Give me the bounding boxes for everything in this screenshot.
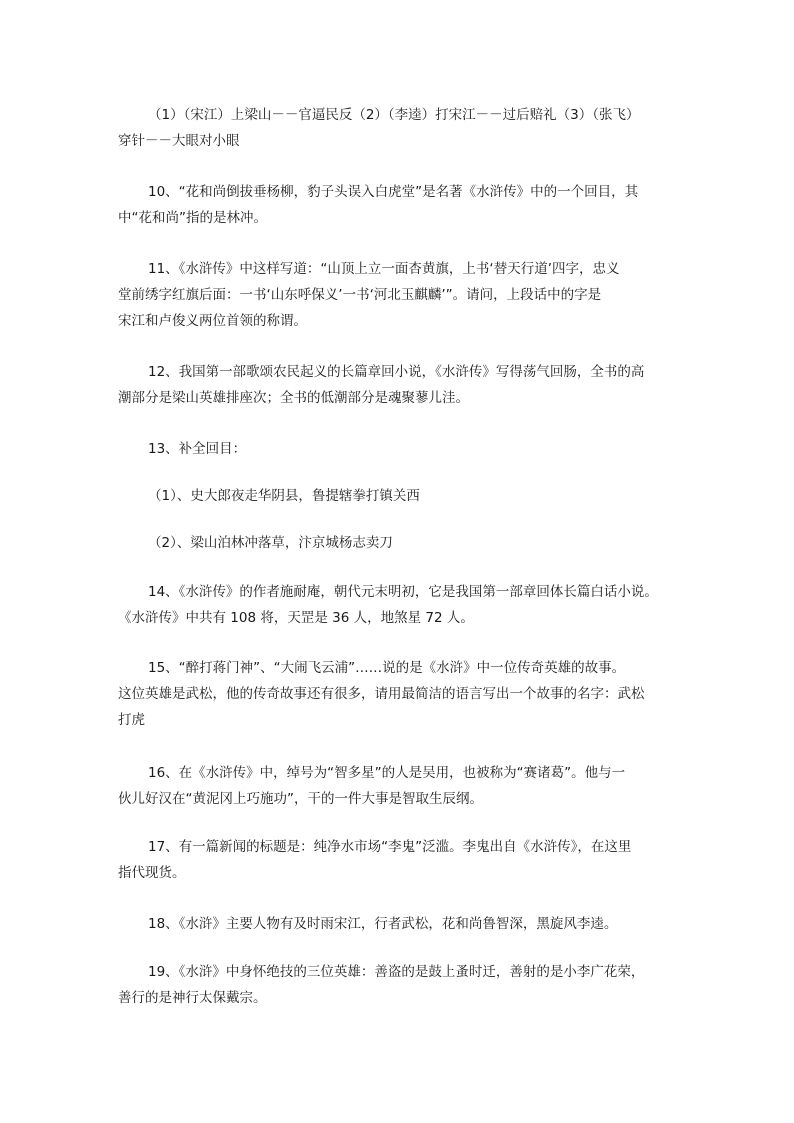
paragraph-line: 12、我国第一部歌颂农民起义的长篇章回小说，《水浒传》写得荡气回肠，全书的高: [148, 364, 645, 380]
paragraph-item-18: [118, 911, 678, 937]
paragraph-item-11: [118, 256, 678, 334]
paragraph-line: 善行的是神行太保戴宗。: [118, 990, 267, 1006]
paragraph-line: 16、在《水浒传》中，绰号为“智多星”的人是吴用，也被称为“赛诸葛”。他与一: [148, 765, 626, 781]
paragraph-line: 指代现货。: [118, 865, 186, 881]
paragraph-line: 15、“醉打蒋门神”、“大闹飞云浦”……说的是《水浒》中一位传奇英雄的故事。: [148, 660, 626, 676]
paragraph-item-17: [118, 834, 678, 886]
paragraph-line: 14、《水浒传》的作者施耐庵，朝代元末明初，它是我国第一部章回体长篇白话小说。: [148, 584, 658, 600]
paragraph-line: （2）、梁山泊林冲落草，汴京城杨志卖刀: [148, 535, 393, 551]
paragraph-line: （1）、史大郎夜走华阴县，鲁提辖拳打镇关西: [148, 488, 420, 504]
paragraph-line: 11、《水浒传》中这样写道：“山顶上立一面杏黄旗，上书‘替天行道’四字，忠义: [148, 261, 620, 277]
paragraph-line: 中“花和尚”指的是林冲。: [118, 210, 267, 226]
paragraph-item-9: [118, 102, 678, 154]
paragraph-item-13-1: [118, 483, 678, 509]
paragraph-line: 10、“花和尚倒拔垂杨柳，豹子头误入白虎堂”是名著《水浒传》中的一个回目，其: [148, 184, 639, 200]
paragraph-item-16: [118, 760, 678, 812]
paragraph-item-13: [118, 436, 678, 462]
paragraph-line: 17、有一篇新闻的标题是：纯净水市场“李鬼”泛滥。李鬼出自《水浒传》，在这里: [148, 839, 632, 855]
paragraph-item-13-2: [118, 530, 678, 556]
paragraph-item-10: [118, 179, 678, 231]
paragraph-line: 13、补全回目：: [148, 441, 247, 457]
paragraph-line: 18、《水浒》主要人物有及时雨宋江，行者武松，花和尚鲁智深，黑旋风李逵。: [148, 916, 618, 932]
paragraph-line: 堂前绣字红旗后面：一书‘山东呼保义’一书‘河北玉麒麟’”。请问，上段话中的字是: [118, 287, 602, 303]
paragraph-line: 伙儿好汉在“黄泥冈上巧施功”，干的一件大事是智取生辰纲。: [118, 791, 483, 807]
paragraph-line: 《水浒传》中共有 108 将，天罡是 36 人，地煞星 72 人。: [118, 610, 474, 626]
paragraph-item-14: [118, 579, 678, 631]
paragraph-line: 潮部分是梁山英雄排座次；全书的低潮部分是魂聚蓼儿洼。: [118, 390, 469, 406]
paragraph-line: 穿针－－大眼对小眼: [118, 133, 240, 149]
paragraph-item-12: [118, 359, 678, 411]
paragraph-line: 这位英雄是武松，他的传奇故事还有很多，请用最简洁的语言写出一个故事的名字：武松: [118, 686, 645, 702]
paragraph-line: 19、《水浒》中身怀绝技的三位英雄：善盗的是鼓上蚤时迁，善射的是小李广花荣，: [148, 964, 645, 980]
paragraph-item-19: [118, 959, 678, 1011]
paragraph-line: 打虎: [118, 712, 145, 728]
paragraph-line: 宋江和卢俊义两位首领的称谓。: [118, 313, 307, 329]
paragraph-line: （1）（宋江）上梁山－－官逼民反（2）（李逵）打宋江－－过后赔礼（3）（张飞）: [148, 107, 640, 123]
paragraph-item-15: [118, 655, 678, 733]
